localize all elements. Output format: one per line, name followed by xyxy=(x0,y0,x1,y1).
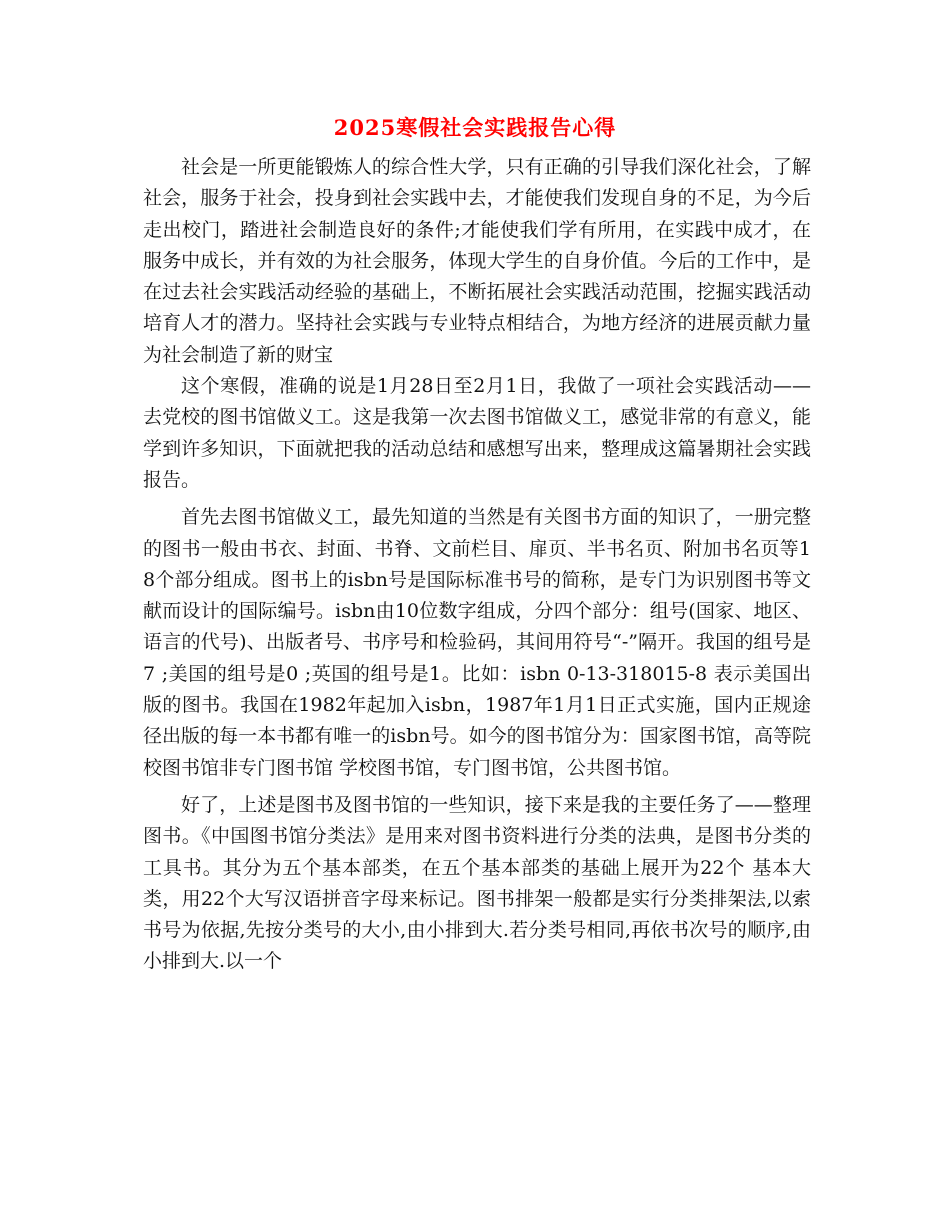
paragraph-2: 这个寒假，准确的说是1月28日至2月1日，我做了一项社会实践活动——去党校的图书馆做义工。这是我第一次去图书馆做义工，感觉非常的有意义，能学到许多知识，下面就把我的活动总结和感想写出来，整理成这篇暑期社会实践报告。 xyxy=(143,375,811,491)
document-body xyxy=(143,152,811,978)
document-title: 2025寒假社会实践报告心得 xyxy=(333,115,617,140)
paragraph-1: 社会是一所更能锻炼人的综合性大学，只有正确的引导我们深化社会，了解社会，服务于社会，投身到社会实践中去，才能使我们发现自身的不足，为今后走出校门，踏进社会制造良好的条件;才能使我们学有所用，在实践中成才，在服务中成长，并有效的为社会服务，体现大学生的自身价值。今后的工作中，是在过去社会实践活动经验的基础上，不断拓展社会实践活动范围，挖掘实践活动培育人才的潜力。坚持社会实践与专业特点相结合，为地方经济的进展贡献力量为社会制造了新的财宝 xyxy=(143,156,811,366)
paragraph-4: 好了，上述是图书及图书馆的一些知识，接下来是我的主要任务了——整理图书。《中国图书馆分类法》是用来对图书资料进行分类的法典，是图书分类的工具书。其分为五个基本部类，在五个基本部类的基础上展开为22个 基本大类，用22个大写汉语拼音字母来标记。图书排架一般都是实行分类排架法,以索书号为依据,先按分类号的大小,由小排到大.若分类号相同,再依书次号的顺序,由小排到大.以一个 xyxy=(143,793,811,973)
paragraph-3: 首先去图书馆做义工，最先知道的当然是有关图书方面的知识了，一册完整的图书一般由书衣、封面、书脊、文前栏目、扉页、半书名页、附加书名页等18个部分组成。图书上的isbn号是国际标准书号的简称，是专门为识别图书等文献而设计的国际编号。isbn由10位数字组成，分四个部分：组号(国家、地区、语言的代号)、出版者号、书序号和检验码，其间用符号“-”隔开。我国的组号是7 ;美国的组号是0 ;英国的组号是1。比如：isbn 0-13-318015-8 表示美国出版的图书。我国在1982年起加入isbn，1987年1月1日正式实施，国内正规途径出版的每一本书都有唯一的isbn号。如今的图书馆分为：国家图书馆，高等院校图书馆非专门图书馆 学校图书馆，专门图书馆，公共图书馆。 xyxy=(143,506,811,779)
